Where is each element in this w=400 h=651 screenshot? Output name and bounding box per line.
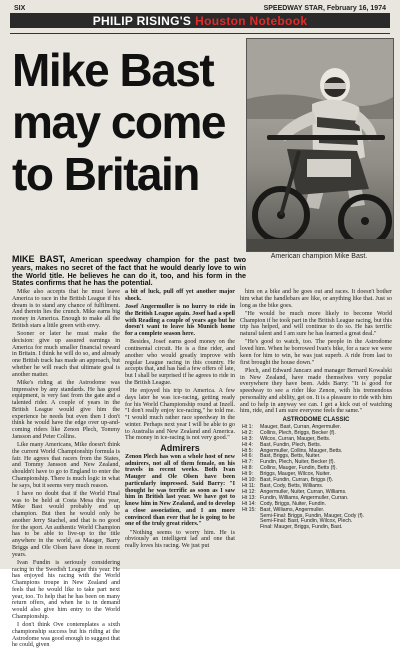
heat-number: Ht 2: xyxy=(242,429,253,436)
heat-number: Ht 9: xyxy=(242,471,253,478)
heat-result: Bast, Cody, Betts, Williams. xyxy=(260,482,324,489)
heat-result: Collins, Mauger, Fundin, Betts (f). xyxy=(260,465,337,472)
heat-number xyxy=(242,525,260,531)
results-box xyxy=(242,418,390,531)
heat-number: Ht 3: xyxy=(242,435,253,442)
heat-number: Ht 15: xyxy=(242,506,256,513)
article-column-3 xyxy=(240,289,392,417)
paragraph: Mike also accepts that he must leave America to race in the British League if his dream is to stand any chance of fulfilment. And therein lies the crunch. Mike earns big money in America. Enough to make all the British stars a little green with envy. xyxy=(12,289,120,329)
heat-number: Ht 7: xyxy=(242,459,253,466)
page-header xyxy=(14,3,386,13)
paragraph: Plech, and Edward Jancarz and manager Bernard Kowalski in New Zealand, have made themselves very popular everywhere they have been. Adds Barry: "It is good for speedway to see a rider like Zenon, with his tremendous personality and ability, get on. It is a pleasure to ride with him and to help in anyway we can. I get a kick out of watching him, ride, and I am sure everyone feels the same." xyxy=(240,367,392,415)
rider-photo-illustration xyxy=(247,39,393,251)
section-subhead: Admirers xyxy=(160,443,200,453)
results-title: ASTRODOME CLASSIC xyxy=(282,417,350,423)
heat-number: Ht 11: xyxy=(242,482,256,489)
heat-result: Bast, Williams, Angermuller. xyxy=(260,506,325,513)
article-column-2 xyxy=(125,289,235,551)
heat-result: Fundin, Williams, Angermuller, Curran. xyxy=(260,494,349,501)
paragraph: Mike's riding at the Astrodome was impressive by any standards. He has good equipment, is very fast from the gate and a talented rider. A couple of years in the British League would give him the experience he needs but even then I don't think he would have the edge over up-and-coming riders like Zenon Plech, Tommy Jansson and Peter Collins. xyxy=(12,379,120,440)
paragraph: Josef Angermuller is no hurry to ride in the British League again. Josef had a spell with Reading a couple of years ago but he doesn't want to leave his Munich home for a complete season here. xyxy=(125,304,235,337)
heat-result: Cody, Briggs, Nuiter, Fundin. xyxy=(260,500,326,507)
page-label: SIX xyxy=(14,4,26,12)
heat-number: Ht 1: xyxy=(242,423,253,430)
result-row xyxy=(242,525,390,531)
column-title: Houston Notebook xyxy=(195,13,308,28)
column-author: PHILIP RISING'S xyxy=(92,13,192,28)
heat-result: Fundin, Plech, Nuiter, Becker (f). xyxy=(260,459,335,466)
heat-result: Angermuller, Collins, Mauger, Betts. xyxy=(260,447,343,454)
paragraph: I don't think Ove contemplates a sixth championship success but his riding at the Astrodome was good enough to suggest that he could, given xyxy=(12,622,120,649)
divider xyxy=(10,33,390,34)
photo-caption: American champion Mike Bast. xyxy=(270,253,368,260)
paragraph: Zenon Plech has won a whole host of new admirers, not all of them female, on his travels in recent weeks. Both Ivan Mauger and Ole Olsen have been particularly impressed. Said Barry: "I thought he was terrific as soon as I saw him in British last year. We have got to know him in New Zealand, and to develop a close association, and I am more convinced than ever that he is going to be one of the truly great riders." xyxy=(125,453,235,528)
heat-result: Bast, Briggs, Betts, Nuiter. xyxy=(260,453,321,460)
paragraph: Besides, Josef earns good money on the continental circuit. He is a fine rider, and another who would greatly improve with regular League racing in this country. He accepts that, and has had a few offers of late, but I shall be surprised if he agrees to ride in the British League. xyxy=(125,339,235,386)
heat-result: Collins, Plech, Briggs, Becker (f). xyxy=(260,429,336,436)
paragraph: "He's good to watch, too. The people in the Astrodome loved him. When he borrowed Ivan's bike, for a race we were keen for him to win, he was just superb. A ride from last to first brought the house down." xyxy=(240,339,392,366)
heat-result: Bast, Fundin, Curran, Briggs (f). xyxy=(260,477,334,484)
heat-result: Wilcox, Curran, Mauger, Betts. xyxy=(260,435,331,442)
heat-result: Semi-Final: Briggs, Fundin, Mauger, Cody (f). xyxy=(260,512,365,519)
article-column-1 xyxy=(12,289,120,651)
heat-number: Ht 6: xyxy=(242,453,253,460)
paragraph: Like many Americans, Mike doesn't think the current World Championship formula is fair. He agrees that racers from the States, and Tommy Jansson and New Zealand, shouldn't have to go to England to enter the Championship. There is much logic in what he says, but it seems very much reason. xyxy=(12,442,120,489)
paragraph: "Nothing seems to worry him. He is obviously an intelligent lad and one that really loves his racing. We just put xyxy=(125,529,235,549)
heat-number: Ht 14: xyxy=(242,500,256,507)
paragraph: Sooner or later he must make the decision: give up assured earnings in America for much smaller financial reward in Britain. I think he will do so, and already one British track has made an approach, but whether he will reach that ultimate goal is another matter. xyxy=(12,331,120,378)
paragraph: I have no doubt that if the World Final was to be held at Costa Mesa this year, Mike Bast would probably end up champion. But then he would only be another Jerry Stachel, and that is no good for the sport. An authentic World Champion has to be able to live-up to the title anywhere in the world, as Mauger, Barry Briggs and Ole Olsen have done in recent years. xyxy=(12,490,120,558)
publication-line: SPEEDWAY STAR, February 16, 1974 xyxy=(263,4,386,12)
rider-photo xyxy=(246,38,394,252)
heat-number: Ht 13: xyxy=(242,494,256,501)
paragraph: Ivan Fundin is seriously considering racing in the Swedish League this year. He has enjoyed his racing with the World Champions troupe in New Zealand and feels that he would like to take part next year, too. To help that he has been on many return offers, and when he is in demand would also give him entry to the World Championship. xyxy=(12,559,120,620)
results-list xyxy=(242,425,390,531)
paragraph: him on a bike and he goes out and races. It doesn't bother him what the handlebars are like, or anything like that. Just so long as the bike goes. xyxy=(240,289,392,309)
headline-line-1: Mike Bast xyxy=(12,44,214,96)
heat-number: Ht 12: xyxy=(242,488,256,495)
intro-lead: MIKE BAST, xyxy=(12,254,66,264)
paragraph: He enjoyed his trip to America. A few days later he was ice-racing, getting ready for his World Championship round at Inzell. "I don't really enjoy ice-racing," he told me. "I would much rather race speedway in the winter. Perhaps next year I will be able to go to Australia and New Zealand and America. The money in ice-racing is not very good." xyxy=(125,388,235,442)
headline-line-2: may come xyxy=(12,96,226,148)
heat-result: Angermuller, Nuiter, Curran, Williams. xyxy=(260,488,347,495)
heat-result: Semi-Final: Bast, Fundin, Wilcox, Plech. xyxy=(260,518,353,525)
heat-result: Mauger, Bast, Curran, Angermuller. xyxy=(260,423,342,430)
heat-result: Final: Mauger, Briggs, Fundin, Bast. xyxy=(260,524,343,531)
heat-number: Ht 5: xyxy=(242,447,253,454)
heat-number: Ht 4: xyxy=(242,441,253,448)
heat-number: Ht 10: xyxy=(242,477,256,484)
column-banner xyxy=(10,13,390,28)
headline-line-3: to Britain xyxy=(12,148,199,200)
article-intro xyxy=(12,256,246,287)
heat-result: Bast, Fundin, Plech, Betts. xyxy=(260,441,322,448)
intro-text: American speedway champion for the past two years, makes no secret of the fact that he would dearly love to win the World title. He believes he can do it, too, and his form in the States confirms that he has the potential. xyxy=(12,255,246,288)
headline xyxy=(12,44,237,200)
heat-result: Briggs, Mauger, Wilcox, Nuiter. xyxy=(260,471,331,478)
paragraph: a bit of luck, pull off yet another major shock. xyxy=(125,289,235,302)
heat-number: Ht 8: xyxy=(242,465,253,472)
paragraph: "He would be much more likely to become World Champion if he took part in the British League racing, but this trip has helped, and will continue to do so. He has terrific natural talent and I am sure he has learned a great deal." xyxy=(240,310,392,337)
